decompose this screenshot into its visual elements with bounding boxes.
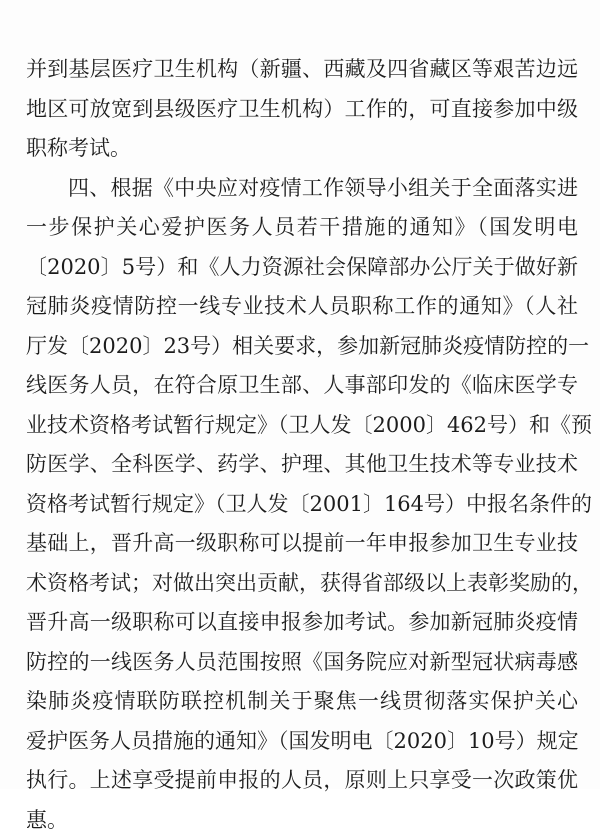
text-line: 爱护医务人员措施的通知》（国发明电〔2020〕10号）规定	[26, 722, 578, 762]
text-line: 惠。	[26, 801, 578, 840]
text-line: 基础上，晋升高一级职称可以提前一年申报参加卫生专业技	[26, 524, 578, 564]
text-line: 业技术资格考试暂行规定》（卫人发〔2000〕462号）和《预	[26, 406, 578, 446]
text-line: 职称考试。	[26, 129, 578, 169]
document-body	[26, 50, 578, 840]
text-line: 地区可放宽到县级医疗卫生机构）工作的，可直接参加中级	[26, 90, 578, 130]
text-line: 晋升高一级职称可以直接申报参加考试。参加新冠肺炎疫情	[26, 603, 578, 643]
text-line: 防控的一线医务人员范围按照《国务院应对新型冠状病毒感	[26, 643, 578, 683]
text-line: 染肺炎疫情联防联控机制关于聚焦一线贯彻落实保护关心	[26, 682, 578, 722]
text-line: 一步保护关心爱护医务人员若干措施的通知》（国发明电	[26, 208, 578, 248]
text-line: 冠肺炎疫情防控一线专业技术人员职称工作的通知》（人社	[26, 287, 578, 327]
text-line: 术资格考试；对做出突出贡献，获得省部级以上表彰奖励的，	[26, 564, 578, 604]
text-line: 并到基层医疗卫生机构（新疆、西藏及四省藏区等艰苦边远	[26, 50, 578, 90]
text-line: 执行。上述享受提前申报的人员，原则上只享受一次政策优	[26, 761, 578, 801]
text-line: 防医学、全科医学、药学、护理、其他卫生技术等专业技术	[26, 445, 578, 485]
text-line: 线医务人员，在符合原卫生部、人事部印发的《临床医学专	[26, 366, 578, 406]
text-line: 〔2020〕5号）和《人力资源社会保障部办公厅关于做好新	[26, 248, 578, 288]
paragraph-start-line: 四、根据《中央应对疫情工作领导小组关于全面落实进	[26, 169, 578, 209]
text-line: 厅发〔2020〕23号）相关要求，参加新冠肺炎疫情防控的一	[26, 327, 578, 367]
text-line: 资格考试暂行规定》（卫人发〔2001〕164号）中报名条件的	[26, 485, 578, 525]
